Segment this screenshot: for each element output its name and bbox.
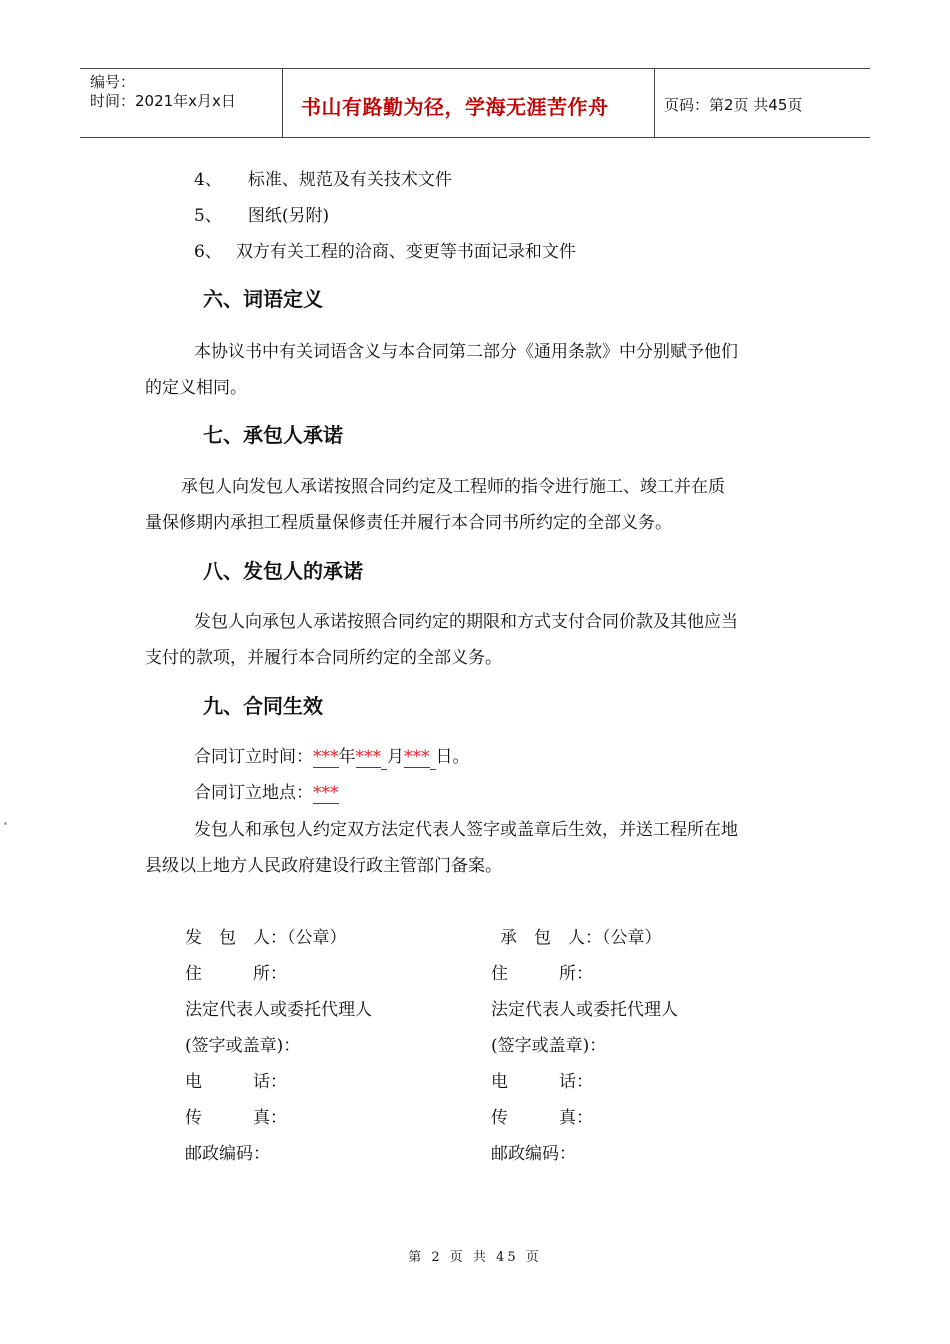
contract-place-label: 合同订立地点： — [194, 783, 313, 803]
list-item — [194, 204, 329, 228]
contract-date-line — [194, 745, 470, 770]
header-page-cell — [655, 69, 870, 137]
list-item-text: 标准、规范及有关技术文件 — [247, 170, 452, 190]
employer-postcode-label: 邮政编码： — [185, 1144, 270, 1164]
page-header — [80, 68, 870, 138]
contract-date-label: 合同订立时间： — [194, 747, 313, 767]
motto: 书山有路勤为径，学海无涯苦作舟 — [301, 95, 609, 119]
employer-rep-label: 法定代表人或委托代理人 — [185, 1000, 372, 1020]
list-item — [194, 168, 452, 192]
section-heading-9: 九、合同生效 — [203, 694, 323, 718]
header-meta-cell — [80, 69, 283, 137]
place-value: *** — [313, 783, 339, 803]
contractor-postcode-label: 邮政编码： — [491, 1144, 576, 1164]
list-item — [194, 240, 576, 264]
paragraph-line: 的定义相同。 — [145, 378, 247, 398]
section-heading-7: 七、承包人承诺 — [203, 423, 343, 447]
serial-label: 编号： — [90, 73, 136, 91]
section-heading-6: 六、词语定义 — [203, 287, 323, 311]
employer-phone-label: 电 话： — [185, 1072, 287, 1092]
employer-address-label: 住 所： — [185, 964, 287, 984]
paragraph-line: 承包人向发包人承诺按照合同约定及工程师的指令进行施工、竣工并在质 — [181, 477, 725, 497]
contractor-phone-label: 电 话： — [491, 1072, 593, 1092]
day-label: 日。 — [435, 747, 470, 767]
paragraph-line: 支付的款项，并履行本合同所约定的全部义务。 — [145, 648, 502, 668]
employer-party-label: 发 包 人：（公章） — [185, 928, 347, 948]
contractor-address-label: 住 所： — [491, 964, 593, 984]
list-item-text: 双方有关工程的洽商、变更等书面记录和文件 — [235, 242, 576, 262]
month-value: *** — [355, 747, 381, 767]
employer-fax-label: 传 真： — [185, 1108, 287, 1128]
section-heading-8: 八、发包人的承诺 — [203, 559, 363, 583]
contractor-party-label: 承 包 人：（公章） — [500, 928, 662, 948]
contractor-fax-label: 传 真： — [491, 1108, 593, 1128]
list-item-number: 5、 — [194, 206, 222, 226]
contractor-sign-label: (签字或盖章)： — [491, 1036, 607, 1056]
page-footer: 第 2 页 共 45 页 — [408, 1250, 542, 1265]
contract-place-line — [194, 781, 339, 805]
scan-speck — [4, 822, 7, 825]
month-label: 月 — [387, 747, 404, 767]
list-item-text: 图纸(另附) — [247, 206, 330, 226]
day-value: *** — [404, 747, 430, 767]
employer-sign-label: (签字或盖章)： — [185, 1036, 301, 1056]
year-value: *** — [313, 747, 339, 767]
paragraph-line: 县级以上地方人民政府建设行政主管部门备案。 — [145, 856, 502, 876]
year-label: 年 — [338, 747, 356, 767]
header-page-info: 页码：第2页 共45页 — [664, 96, 803, 114]
paragraph-line: 量保修期内承担工程质量保修责任并履行本合同书所约定的全部义务。 — [145, 513, 672, 533]
contractor-rep-label: 法定代表人或委托代理人 — [491, 1000, 678, 1020]
paragraph-line: 本协议书中有关词语含义与本合同第二部分《通用条款》中分别赋予他们 — [194, 342, 738, 362]
list-item-number: 4、 — [194, 170, 222, 190]
paragraph-line: 发包人向承包人承诺按照合同约定的期限和方式支付合同价款及其他应当 — [194, 612, 738, 632]
list-item-number: 6、 — [194, 242, 222, 262]
header-motto-cell — [283, 69, 655, 137]
paragraph-line: 发包人和承包人约定双方法定代表人签字或盖章后生效，并送工程所在地 — [194, 820, 738, 840]
date-line: 时间：2021年x月x日 — [90, 92, 236, 110]
